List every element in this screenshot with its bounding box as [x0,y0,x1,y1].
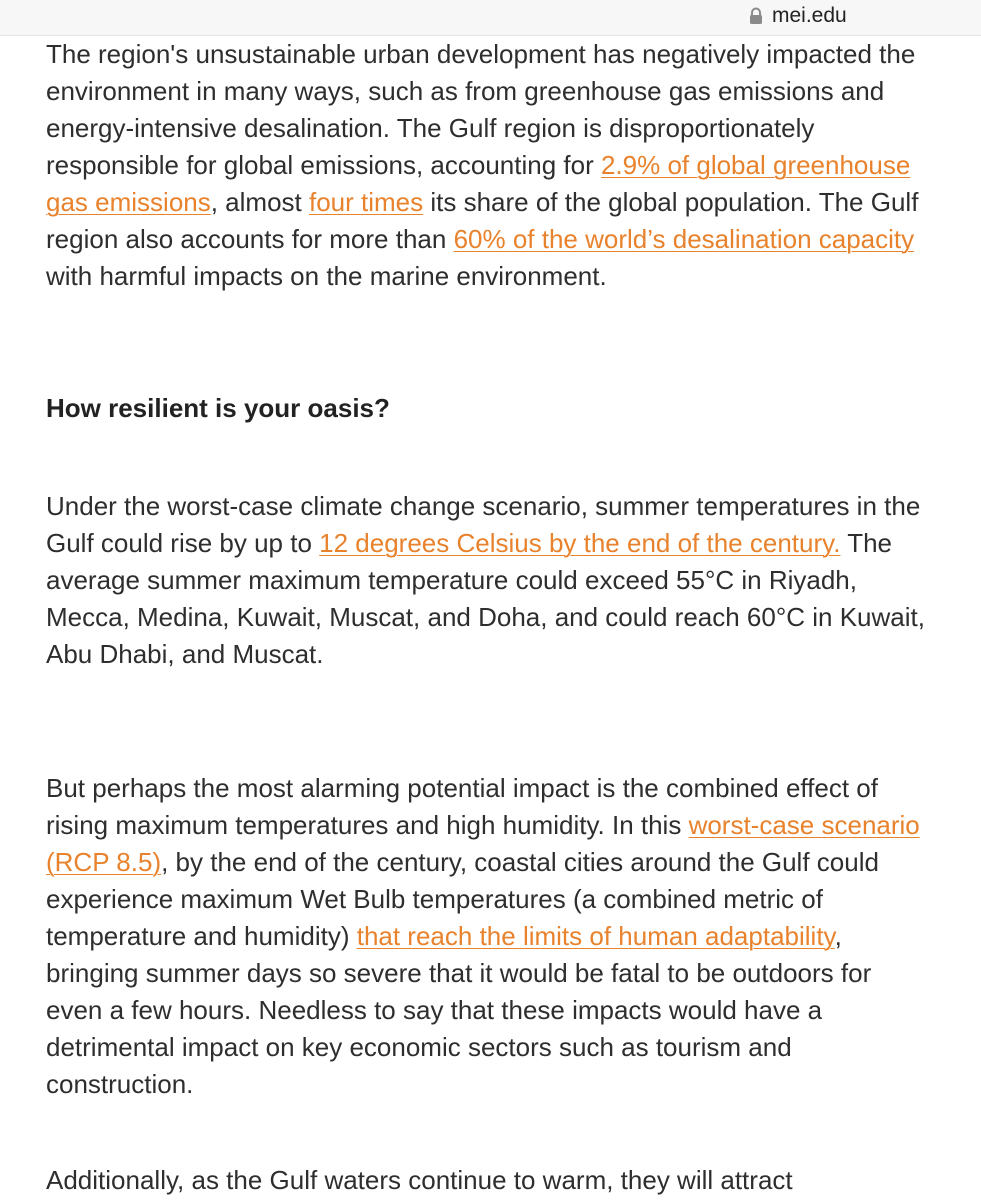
paragraph-text: Under the worst-case climate change scenario, summer temperatures in the Gulf could rise by up to [46,491,921,558]
paragraph-text: The region's unsustainable urban development has negatively impacted the environment in many ways, such as from greenhouse gas emissions and energy-intensive desalination. The Gulf region is disproportionately responsible for global emissions, accounting for [46,39,916,180]
paragraph-text: , almost [210,187,309,217]
link-global-emissions[interactable]: 2.9% of global greenhouse gas emissions [46,150,911,217]
paragraph-text: But perhaps the most alarming potential impact is the combined effect of rising maximum temperatures and high humidity. In this [46,773,878,840]
link-12-degrees[interactable]: 12 degrees Celsius by the end of the century. [319,528,841,558]
link-desalination-capacity[interactable]: 60% of the world’s desalination capacity [453,224,915,254]
paragraph-text: , by the end of the century, coastal cities around the Gulf could experience maximum Wet Bulb temperatures (a combined metric of temperature and humidity) [46,847,879,951]
paragraph-text: Additionally, as the Gulf waters continue to warm, they will attract [46,1165,793,1195]
paragraph-text: , bringing summer days so severe that it would be fatal to be outdoors for even a few hours. Needless to say that these impacts would have a detrimental impact on key economic sectors such as tourism and construction. [46,921,872,1099]
link-rcp-8-5[interactable]: worst-case scenario (RCP 8.5) [46,810,920,877]
browser-address-bar[interactable] [0,0,981,36]
lock-icon [748,7,764,25]
paragraph-text: its share of the global population. The Gulf region also accounts for more than [46,187,919,254]
url-text: mei.edu [772,4,847,27]
link-human-adaptability[interactable]: that reach the limits of human adaptability [356,921,835,951]
url-display[interactable] [748,4,847,28]
paragraph-wet-bulb [46,770,926,1103]
section-heading: How resilient is your oasis? [46,393,390,423]
paragraph-emissions [46,36,926,295]
paragraph-temperatures [46,488,926,673]
paragraph-gulf-waters [46,1162,793,1199]
link-four-times[interactable]: four times [308,187,424,217]
paragraph-text: with harmful impacts on the marine environment. [46,261,607,291]
paragraph-text: The average summer maximum temperature could exceed 55°C in Riyadh, Mecca, Medina, Kuwait, Muscat, and Doha, and could reach 60°C in Kuwait, Abu Dhabi, and Muscat. [46,528,925,669]
